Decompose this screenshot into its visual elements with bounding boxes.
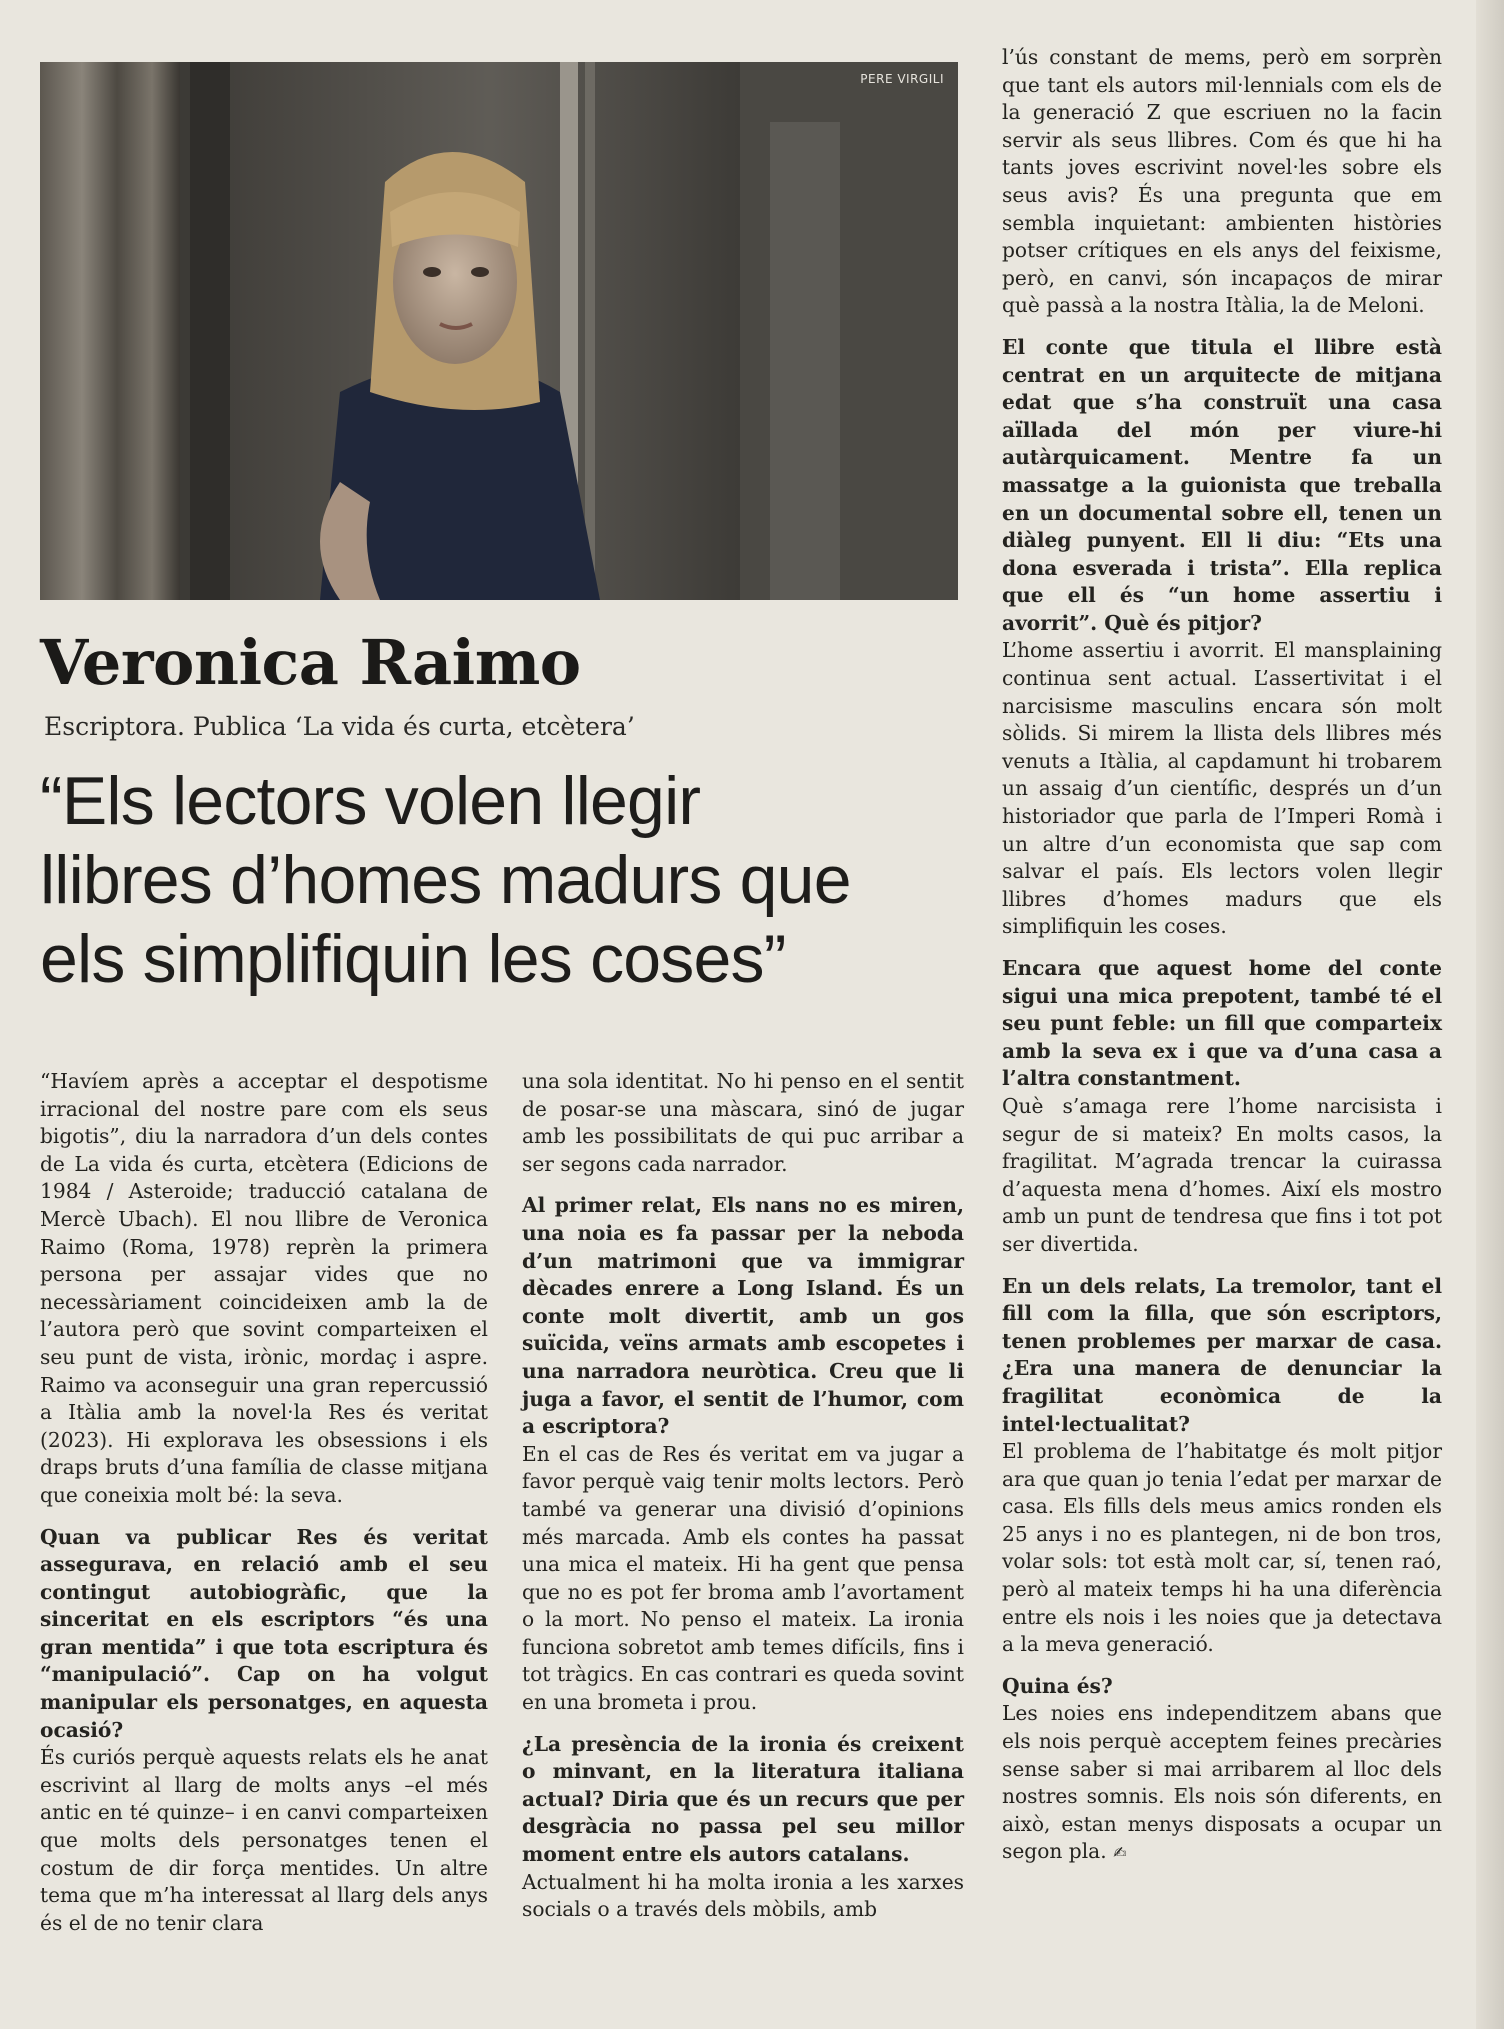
answer-text: Les noies ens independitzem abans que els nois perquè acceptem feines precàries sense saber si mai arribarem al lloc dels nostres somnis. Els nois són diferents, en això, estan menys disposats a ocupar un segon pla. [1002, 1701, 1442, 1864]
answer [1002, 1700, 1442, 1867]
question: Quina és? [1002, 1673, 1113, 1698]
question: ¿La presència de la ironia és creixent o minvant, en la literatura italiana actual? Diria que és un recurs que per desgràcia no passa pel seu millor moment entre els autors catalans. [522, 1731, 964, 1867]
interviewee-name: Veronica Raimo [40, 626, 581, 699]
intro-paragraph: “Havíem après a acceptar el despotisme irracional del nostre pare com els seus bigotis”, diu la narradora d’un dels contes de La vida és curta, etcètera (Edicions de 1984 / Asteroide; traducció catalana de Mercè Ubach). El nou llibre de Veronica Raimo (Roma, 1978) reprèn la primera persona per assajar vides que no necessàriament coincideixen amb la de l’autora però que sovint comparteixen el seu punt de vista, irònic, mordaç i aspre. Raimo va aconseguir una gran repercussió a Itàlia amb la novel·la Res és veritat (2023). Hi explorava les obsessions i els draps bruts d’una família de classe mitjana que coneixia molt bé: la seva. [40, 1069, 488, 1507]
headline-line: “Els lectors volen llegir [40, 763, 701, 839]
column-1 [40, 1068, 488, 1937]
answer: Què s’amaga rere l’home narcisista i segur de si mateix? En molts casos, la fragilitat. M’agrada trencar la cuirassa d’aquesta mena d’homes. Així els mostro amb un punt de tendresa que fins i tot pot ser divertida. [1002, 1093, 1442, 1256]
answer: És curiós perquè aquests relats els he anat escrivint al llarg de molts anys –el més antic en té quinze– i en canvi comparteixen que molts dels personatges tenen el costum de dir força mentides. Un altre tema que m’ha interessat al llarg dels anys és el de no tenir clara [40, 1745, 488, 1935]
question: Quan va publicar Res és veritat assegurava, en relació amb el seu contingut autobiogràfic, que la sinceritat en els escriptors “és una gran mentida” i que tota escriptura és “manipulació”. Cap on ha volgut manipular els personatges, en aquesta ocasió? [40, 1524, 488, 1742]
interviewee-subtitle: Escriptora. Publica ‘La vida és curta, etcètera’ [44, 712, 635, 741]
end-mark-icon: ✍ [1113, 1843, 1127, 1863]
question: El conte que titula el llibre està centrat en un arquitecte de mitjana edat que s’ha construït una casa aïllada del món per viure-hi autàrquicament. Mentre fa un massatge a la guionista que treballa en un documental sobre ell, tenen un diàleg punyent. Ell li diu: “Ets una dona esverada i trista”. Ella replica que ell és “un home assertiu i avorrit”. Què és pitjor? [1002, 334, 1442, 635]
answer: una sola identitat. No hi penso en el sentit de posar-se una màscara, sinó de jugar amb les possibilitats de qui puc arribar a ser segons cada narrador. [522, 1069, 964, 1176]
question: Al primer relat, Els nans no es miren, una noia es fa passar per la neboda d’un matrimoni que va immigrar dècades enrere a Long Island. És un conte molt divertit, amb un gos suïcida, veïns armats amb escopetes i una narradora neuròtica. Creu que li juga a favor, el sentit de l’humor, com a escriptora? [522, 1193, 964, 1439]
headline [40, 762, 960, 999]
answer: Actualment hi ha molta ironia a les xarxes socials o a través dels mòbils, amb [522, 1869, 964, 1922]
headline-line: els simplifiquin les coses” [40, 921, 786, 997]
question: Encara que aquest home del conte sigui una mica prepotent, també té el seu punt feble: un fill que comparteix amb la seva ex i que va d’una casa a l’altra constantment. [1002, 956, 1442, 1091]
headline-line: llibres d’homes madurs que [40, 842, 851, 918]
photo-illustration [40, 62, 958, 600]
portrait-photo [40, 62, 958, 600]
question: En un dels relats, La tremolor, tant el fill com la filla, que són escriptors, tenen problemes per marxar de casa. ¿Era una manera de denunciar la fragilitat econòmica de la intel·lectualitat? [1002, 1273, 1442, 1436]
answer: El problema de l’habitatge és molt pitjor ara que quan jo tenia l’edat per marxar de casa. Els fills dels meus amics ronden els 25 anys i no es plantegen, ni de bon tros, volar sols: tot està molt car, sí, tenen raó, però al mateix temps hi ha una diferència entre els nois i les noies que ja detectava a la meva generació. [1002, 1439, 1442, 1657]
column-2 [522, 1068, 964, 1924]
answer: En el cas de Res és veritat em va jugar a favor perquè vaig tenir molts lectors. Però també va generar una divisió d’opinions més marcada. Amb els contes ha passat una mica el mateix. Hi ha gent que pensa que no es pot fer broma amb l’avortament o la mort. No penso el mateix. La ironia funciona sobretot amb temes difícils, fins i tot tràgics. En cas contrari es queda sovint en una brometa i prou. [522, 1441, 964, 1715]
column-3 [1002, 44, 1442, 1867]
photo-credit: PERE VIRGILI [860, 72, 944, 86]
answer: L’home assertiu i avorrit. El mansplaining continua sent actual. L’assertivitat i el narcisisme masculins encara són molt sòlids. Si mirem la llista dels llibres més venuts a Itàlia, al capdamunt hi trobarem un assaig d’un científic, després un d’un historiador que parla de l’Imperi Romà i un altre d’un economista que sap com salvar el país. Els lectors volen llegir llibres d’homes madurs que els simplifiquin les coses. [1002, 638, 1442, 939]
answer: l’ús constant de mems, però em sorprèn que tant els autors mil·lennials com els de la generació Z que escriuen no la facin servir als seus llibres. Com és que hi ha tants joves escrivint novel·les sobre els seus avis? És una pregunta que em sembla inquietant: ambienten històries potser crítiques en els anys del feixisme, però, en canvi, són incapaços de mirar què passà a la nostra Itàlia, la de Meloni. [1002, 45, 1442, 318]
page-edge [1476, 0, 1504, 2029]
